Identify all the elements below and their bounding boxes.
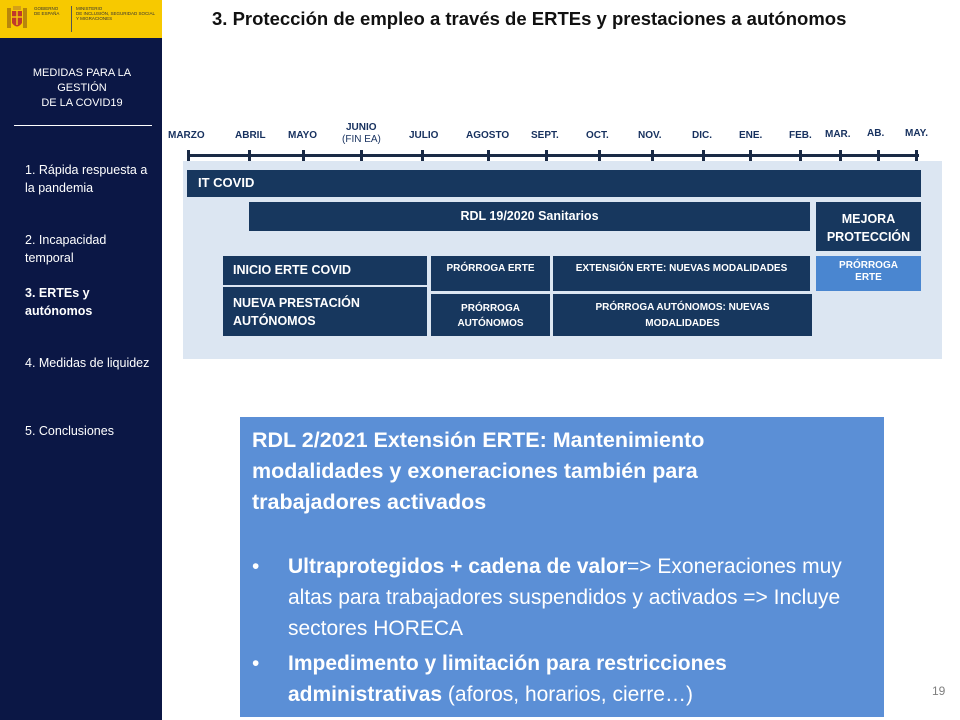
month-label: MAR. [825, 129, 851, 140]
timeline-tick [487, 150, 490, 161]
sidebar-item-conclusiones[interactable]: 5. Conclusiones [25, 424, 114, 438]
slide-title: 3. Protección de empleo a través de ERTEs y prestaciones a autónomos [212, 8, 847, 29]
bullet-icon: • [252, 555, 260, 578]
bar-prorroga-autonomos-nuevas: PRÓRROGA AUTÓNOMOS: NUEVAS MODALIDADES [553, 294, 812, 336]
month-label: OCT. [586, 130, 609, 141]
timeline-tick [248, 150, 251, 161]
month-label: FEB. [789, 130, 812, 141]
timeline-tick [839, 150, 842, 161]
month-label: JULIO [409, 130, 439, 141]
timeline-tick [799, 150, 802, 161]
government-logo [0, 0, 162, 38]
month-label: MAY. [905, 128, 928, 139]
content-box: RDL 2/2021 Extensión ERTE: Mantenimiento modalidades y exoneraciones también para trabajadores activados • Ultraprotegidos + cadena de valor=> Exoneraciones muy altas para trabajadores suspendidos y activados => Incluye sectores HORECA • Impedimento y limitación para restricciones administrativas (aforos, horarios, cierre…) [240, 417, 884, 717]
bar-prorroga-erte-2: PRÓRROGA ERTE [816, 256, 921, 291]
month-label: SEPT. [531, 130, 559, 141]
gobierno-label: GOBIERNO DE ESPAÑA [34, 6, 60, 16]
timeline-tick [360, 150, 363, 161]
bar-prorroga-autonomos: PRÓRROGA AUTÓNOMOS [431, 294, 550, 336]
bar-nueva-prestacion: NUEVA PRESTACIÓN AUTÓNOMOS [223, 287, 427, 336]
month-sublabel: (FIN EA) [342, 134, 381, 145]
timeline-tick [651, 150, 654, 161]
page-number: 19 [932, 684, 946, 698]
month-label: MARZO [168, 130, 205, 141]
content-heading: RDL 2/2021 Extensión ERTE: Mantenimiento modalidades y exoneraciones también para trabajadores activados [252, 428, 705, 514]
timeline-axis [187, 154, 919, 157]
timeline-tick [545, 150, 548, 161]
timeline-tick [598, 150, 601, 161]
bullet-icon: • [252, 652, 260, 675]
sidebar-item-rapida-respuesta[interactable]: 1. Rápida respuesta a la pandemia [25, 163, 148, 195]
month-label: AB. [867, 128, 885, 139]
month-label: MAYO [288, 130, 318, 141]
month-label: DIC. [692, 130, 712, 141]
timeline-tick [915, 150, 918, 161]
sidebar-item-ertes[interactable]: 3. ERTEs y autónomos [25, 286, 93, 318]
bar-rdl-sanitarios: RDL 19/2020 Sanitarios [249, 202, 810, 231]
timeline-tick [302, 150, 305, 161]
bar-inicio-erte: INICIO ERTE COVID [223, 256, 427, 285]
sidebar-divider [14, 125, 152, 126]
timeline-tick [877, 150, 880, 161]
bar-prorroga-erte: PRÓRROGA ERTE [431, 256, 550, 291]
bar-mejora-proteccion: MEJORA PROTECCIÓN [816, 202, 921, 251]
month-label: ABRIL [235, 130, 266, 141]
timeline-tick [187, 150, 190, 161]
month-label: AGOSTO [466, 130, 510, 141]
month-label: NOV. [638, 130, 662, 141]
sidebar-item-liquidez[interactable]: 4. Medidas de liquidez [25, 356, 150, 370]
timeline-tick [749, 150, 752, 161]
logo-divider [71, 6, 72, 32]
month-label: JUNIO [346, 122, 377, 133]
sidebar-item-incapacidad[interactable]: 2. Incapacidad temporal [25, 233, 107, 265]
timeline-tick [702, 150, 705, 161]
ministry-label: MINISTERIO DE INCLUSIÓN, SEGURIDAD SOCIAL Y MIGRACIONES [76, 6, 156, 21]
bar-it-covid: IT COVID [187, 170, 921, 197]
coat-of-arms-icon [6, 5, 28, 33]
bar-extension-erte: EXTENSIÓN ERTE: NUEVAS MODALIDADES [553, 256, 810, 291]
month-label: ENE. [739, 130, 763, 141]
sidebar [0, 0, 162, 720]
timeline-tick [421, 150, 424, 161]
sidebar-title: MEDIDAS PARA LA GESTIÓN DE LA COVID19 [32, 67, 132, 109]
